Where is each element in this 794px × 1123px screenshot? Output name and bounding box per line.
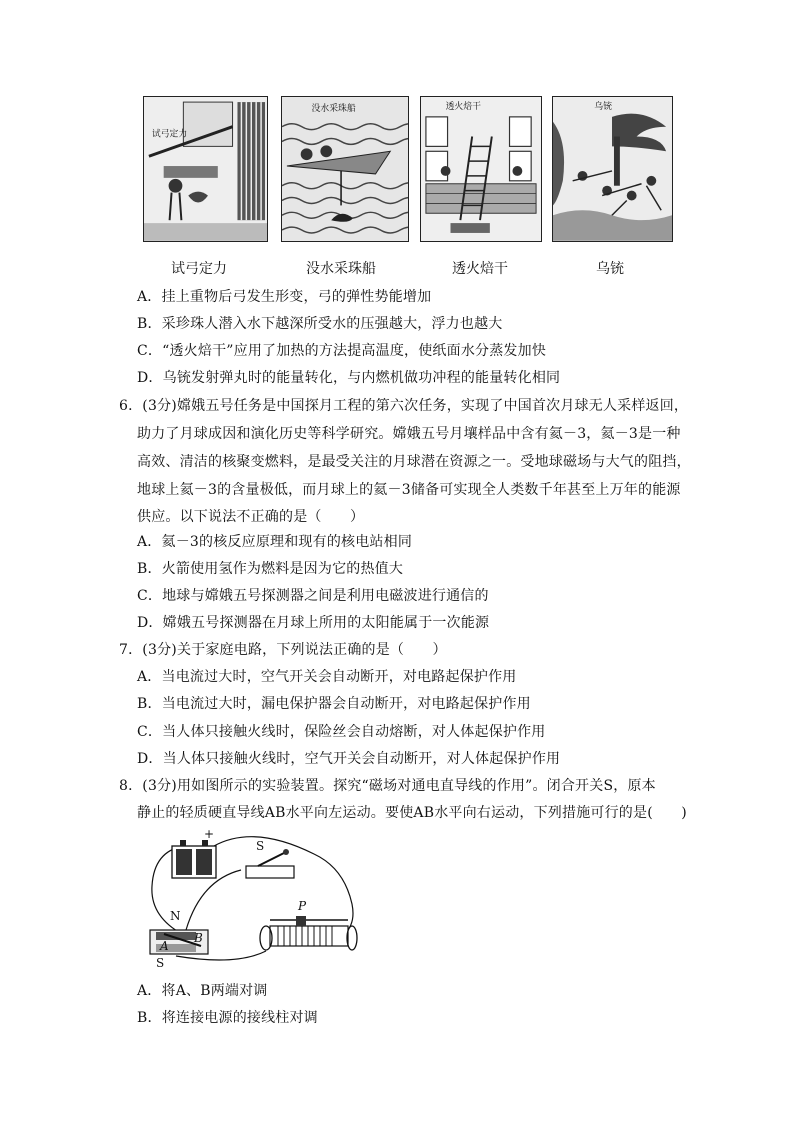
pearl-boat-illustration <box>282 97 408 241</box>
q7-stem: 7．(3分)关于家庭电路，下列说法正确的是（ ） <box>119 642 447 658</box>
caption-musket: 乌铳 <box>596 261 624 277</box>
q7-option-a: A．当电流过大时，空气开关会自动断开，对电路起保护作用 <box>137 669 517 685</box>
q8-option-b: B．将连接电源的接线柱对调 <box>137 1010 318 1026</box>
bow-test-illustration <box>144 97 267 241</box>
wire-switch <box>186 870 241 930</box>
q6-stem-line-3: 高效、清洁的核聚变燃料，是最受关注的月球潜在资源之一。受地球磁场与大气的阻挡， <box>137 454 691 470</box>
caption-bow-test: 试弓定力 <box>171 261 227 277</box>
q6-option-c: C．地球与嫦娥五号探测器之间是利用电磁波进行通信的 <box>137 588 489 604</box>
battery-plus-label: + <box>204 828 215 841</box>
q6-option-b: B．火箭使用氢作为燃料是因为它的热值大 <box>137 561 404 577</box>
paper-drying-inner-label: 透火焙干 <box>445 102 481 112</box>
switch-label: S <box>256 839 265 853</box>
q7-option-d: D．当人体只接触火线时，空气开关会自动断开，对人体起保护作用 <box>137 751 561 767</box>
figure-bow-test <box>143 96 268 242</box>
figure-row <box>143 96 673 286</box>
magnet-south-label: S <box>156 956 165 968</box>
musket-inner-label: 乌铳 <box>594 102 612 113</box>
q6-option-a: A．氦－3的核反应原理和现有的核电站相同 <box>137 534 413 550</box>
q6-stem-line-1: 6．(3分)嫦娥五号任务是中国探月工程的第六次任务，实现了中国首次月球无人采样返回， <box>119 398 689 414</box>
slider-label: P <box>298 899 307 913</box>
caption-pearl-boat: 没水采珠船 <box>306 261 376 277</box>
q8-option-a: A．将A、B两端对调 <box>137 983 268 999</box>
q5-option-a: A．挂上重物后弓发生形变，弓的弹性势能增加 <box>137 289 432 305</box>
figure-paper-drying <box>420 96 542 242</box>
q7-option-b: B．当电流过大时，漏电保护器会自动断开，对电路起保护作用 <box>137 696 531 712</box>
rheostat <box>260 916 357 950</box>
q8-stem-line-2: 静止的轻质硬直导线AB水平向左运动。要使AB水平向右运动，下列措施可行的是( ) <box>137 805 687 821</box>
figure-pearl-boat <box>281 96 409 242</box>
figure-musket <box>552 96 673 242</box>
point-b-label: B <box>194 931 203 945</box>
q6-stem-line-5: 供应。以下说法不正确的是（ ） <box>137 509 365 525</box>
q8-stem-line-1: 8．(3分)用如图所示的实验装置。探究“磁场对通电直导线的作用”。闭合开关S，原本 <box>119 778 656 794</box>
battery <box>172 840 216 878</box>
pearl-boat-inner-label: 没水采珠船 <box>311 103 356 114</box>
q6-stem-line-2: 助力了月球成因和演化历史等科学研究。嫦娥五号月壤样品中含有氦－3，氦－3是一种 <box>137 426 681 442</box>
q5-option-d: D．乌铳发射弹丸时的能量转化，与内燃机做功冲程的能量转化相同 <box>137 370 561 386</box>
musket-illustration <box>553 97 672 241</box>
magnet-north-label: N <box>170 909 181 923</box>
circuit-diagram <box>146 828 358 968</box>
paper-drying-illustration <box>421 97 541 241</box>
knife-switch <box>246 849 294 878</box>
bow-test-inner-label: 试弓定力 <box>151 129 188 140</box>
q7-option-c: C．当人体只接触火线时，保险丝会自动熔断，对人体起保护作用 <box>137 724 546 740</box>
circuit-svg <box>146 828 358 968</box>
q6-option-d: D．嫦娥五号探测器在月球上所用的太阳能属于一次能源 <box>137 615 490 631</box>
q5-option-b: B．采珍珠人潜入水下越深所受水的压强越大，浮力也越大 <box>137 316 503 332</box>
caption-paper-drying: 透火焙干 <box>452 261 508 277</box>
q5-option-c: C．“透火焙干”应用了加热的方法提高温度，使纸面水分蒸发加快 <box>137 343 547 359</box>
q6-stem-line-4: 地球上氦－3的含量极低，而月球上的氦－3储备可实现全人类数千年甚至上万年的能源 <box>137 482 681 498</box>
point-a-label: A <box>160 939 169 953</box>
